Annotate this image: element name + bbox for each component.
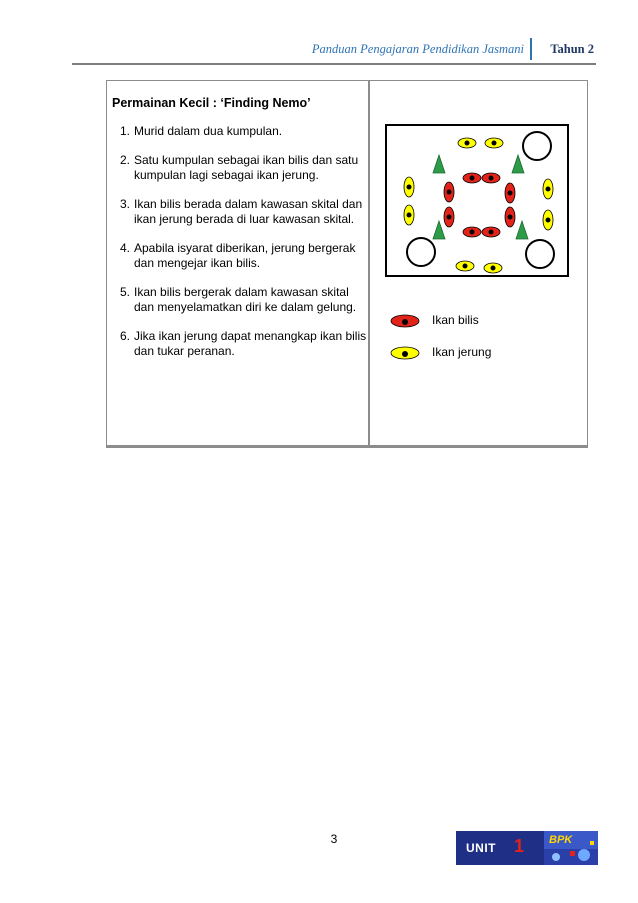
hoop-icon [407,238,435,266]
legend-item-jerung [388,343,568,363]
header-rule [72,63,596,65]
skittle-icon [512,155,524,173]
ikan-jerung-icon [388,343,422,363]
page-header [0,38,598,64]
step-number: 2. [120,153,131,167]
hoop-icon [526,240,554,268]
unit-number: 1 [514,836,525,856]
field-drawing [387,126,571,279]
unit-label: UNIT [466,841,496,855]
step-text: Apabila isyarat diberikan, jerung bergerak dan mengejar ikan bilis. [134,241,356,270]
list-item [120,329,368,359]
instructions-column [107,81,368,445]
game-field-diagram [385,124,569,277]
header-subtitle: Panduan Pengajaran Pendidikan Jasmani [311,42,524,56]
step-text: Jika ikan jerung dapat menangkap ikan bilis dan tukar peranan. [134,329,367,358]
list-item [120,241,368,271]
step-text: Satu kumpulan sebagai ikan bilis dan satu kumpulan lagi sebagai ikan jerung. [134,153,359,182]
bpk-logo [544,831,598,865]
header-separator [530,38,532,60]
skittle-icon [433,155,445,173]
list-item [120,124,368,139]
list-item [120,285,368,315]
logo-text: BPK [549,834,573,846]
step-text: Murid dalam dua kumpulan. [134,124,283,138]
step-number: 1. [120,124,131,138]
steps-list [120,124,368,373]
step-number: 4. [120,241,131,255]
step-number: 3. [120,197,131,211]
step-text: Ikan bilis berada dalam kawasan skital dan ikan jerung berada di luar kawasan skital. [134,197,363,226]
column-divider [368,81,370,445]
unit-badge [456,831,544,865]
step-number: 6. [120,329,131,343]
header-year: Tahun 2 [550,42,594,56]
ikan-bilis-icon [388,311,422,331]
hoop-icon [523,132,551,160]
skittle-icon [516,221,528,239]
legend-label: Ikan bilis [432,313,479,327]
step-text: Ikan bilis bergerak dalam kawasan skital dan menyelamatkan diri ke dalam gelung. [134,285,357,314]
legend-item-bilis [388,311,568,331]
legend-label: Ikan jerung [432,345,492,359]
skittle-icon [433,221,445,239]
list-item [120,197,368,227]
activity-title: Permainan Kecil : ‘Finding Nemo’ [112,96,311,110]
list-item [120,153,368,183]
ikan-bilis-group [444,173,515,237]
step-number: 5. [120,285,131,299]
page-number: 3 [330,832,338,846]
